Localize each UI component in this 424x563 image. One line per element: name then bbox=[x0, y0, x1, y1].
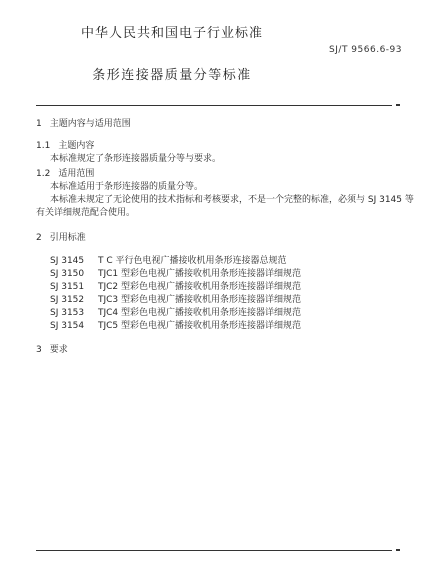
reference-title: TJC2 型彩色电视广播接收机用条形连接器详细规范 bbox=[98, 282, 302, 292]
reference-code: SJ 3145 bbox=[50, 256, 85, 266]
top-divider-mark bbox=[396, 104, 400, 106]
reference-title: T C 平行色电视广播接收机用条形连接器总规范 bbox=[98, 256, 287, 266]
reference-item bbox=[50, 294, 301, 306]
bottom-divider-mark bbox=[396, 549, 400, 551]
reference-title: TJC3 型彩色电视广播接收机用条形连接器详细规范 bbox=[98, 295, 302, 305]
section-1-2-body-2: 本标准未规定了无论使用的技术指标和考核要求，不是一个完整的标准，必须与 SJ 3145 等 bbox=[50, 195, 414, 205]
reference-code: SJ 3150 bbox=[50, 269, 85, 279]
reference-title: TJC1 型彩色电视广播接收机用条形连接器详细规范 bbox=[98, 269, 302, 279]
section-number: 1.2 bbox=[36, 169, 51, 179]
section-1-heading bbox=[36, 118, 131, 130]
bottom-divider bbox=[36, 550, 392, 551]
section-number: 1 bbox=[36, 119, 42, 129]
section-1-2-heading bbox=[36, 168, 94, 180]
section-title: 适用范围 bbox=[58, 169, 95, 179]
section-title: 引用标准 bbox=[49, 233, 86, 243]
section-number: 2 bbox=[36, 233, 42, 243]
reference-item bbox=[50, 268, 301, 280]
reference-code: SJ 3154 bbox=[50, 321, 85, 331]
reference-item bbox=[50, 307, 301, 319]
reference-code: SJ 3153 bbox=[50, 308, 85, 318]
section-3-heading bbox=[36, 344, 68, 356]
org-header-title: 中华人民共和国电子行业标准 bbox=[80, 26, 263, 41]
reference-item bbox=[50, 281, 301, 293]
section-1-1-body: 本标准规定了条形连接器质量分等与要求。 bbox=[50, 154, 222, 164]
section-title: 主题内容 bbox=[58, 141, 95, 151]
section-1-1-heading bbox=[36, 140, 94, 152]
section-1-2-body-1: 本标准适用于条形连接器的质量分等。 bbox=[50, 182, 204, 192]
reference-item bbox=[50, 320, 301, 332]
section-number: 3 bbox=[36, 345, 42, 355]
section-1-2-body-3: 有关详细规范配合使用。 bbox=[36, 208, 136, 218]
section-title: 主题内容与适用范围 bbox=[49, 119, 131, 129]
reference-code: SJ 3151 bbox=[50, 282, 85, 292]
top-divider bbox=[36, 105, 392, 106]
standard-number: SJ/T 9566.6-93 bbox=[329, 45, 402, 55]
reference-item bbox=[50, 255, 287, 267]
reference-title: TJC4 型彩色电视广播接收机用条形连接器详细规范 bbox=[98, 308, 302, 318]
section-title: 要求 bbox=[49, 345, 68, 355]
section-number: 1.1 bbox=[36, 141, 51, 151]
section-2-heading bbox=[36, 232, 86, 244]
reference-code: SJ 3152 bbox=[50, 295, 85, 305]
document-title: 条形连接器质量分等标准 bbox=[92, 68, 252, 83]
reference-title: TJC5 型彩色电视广播接收机用条形连接器详细规范 bbox=[98, 321, 302, 331]
